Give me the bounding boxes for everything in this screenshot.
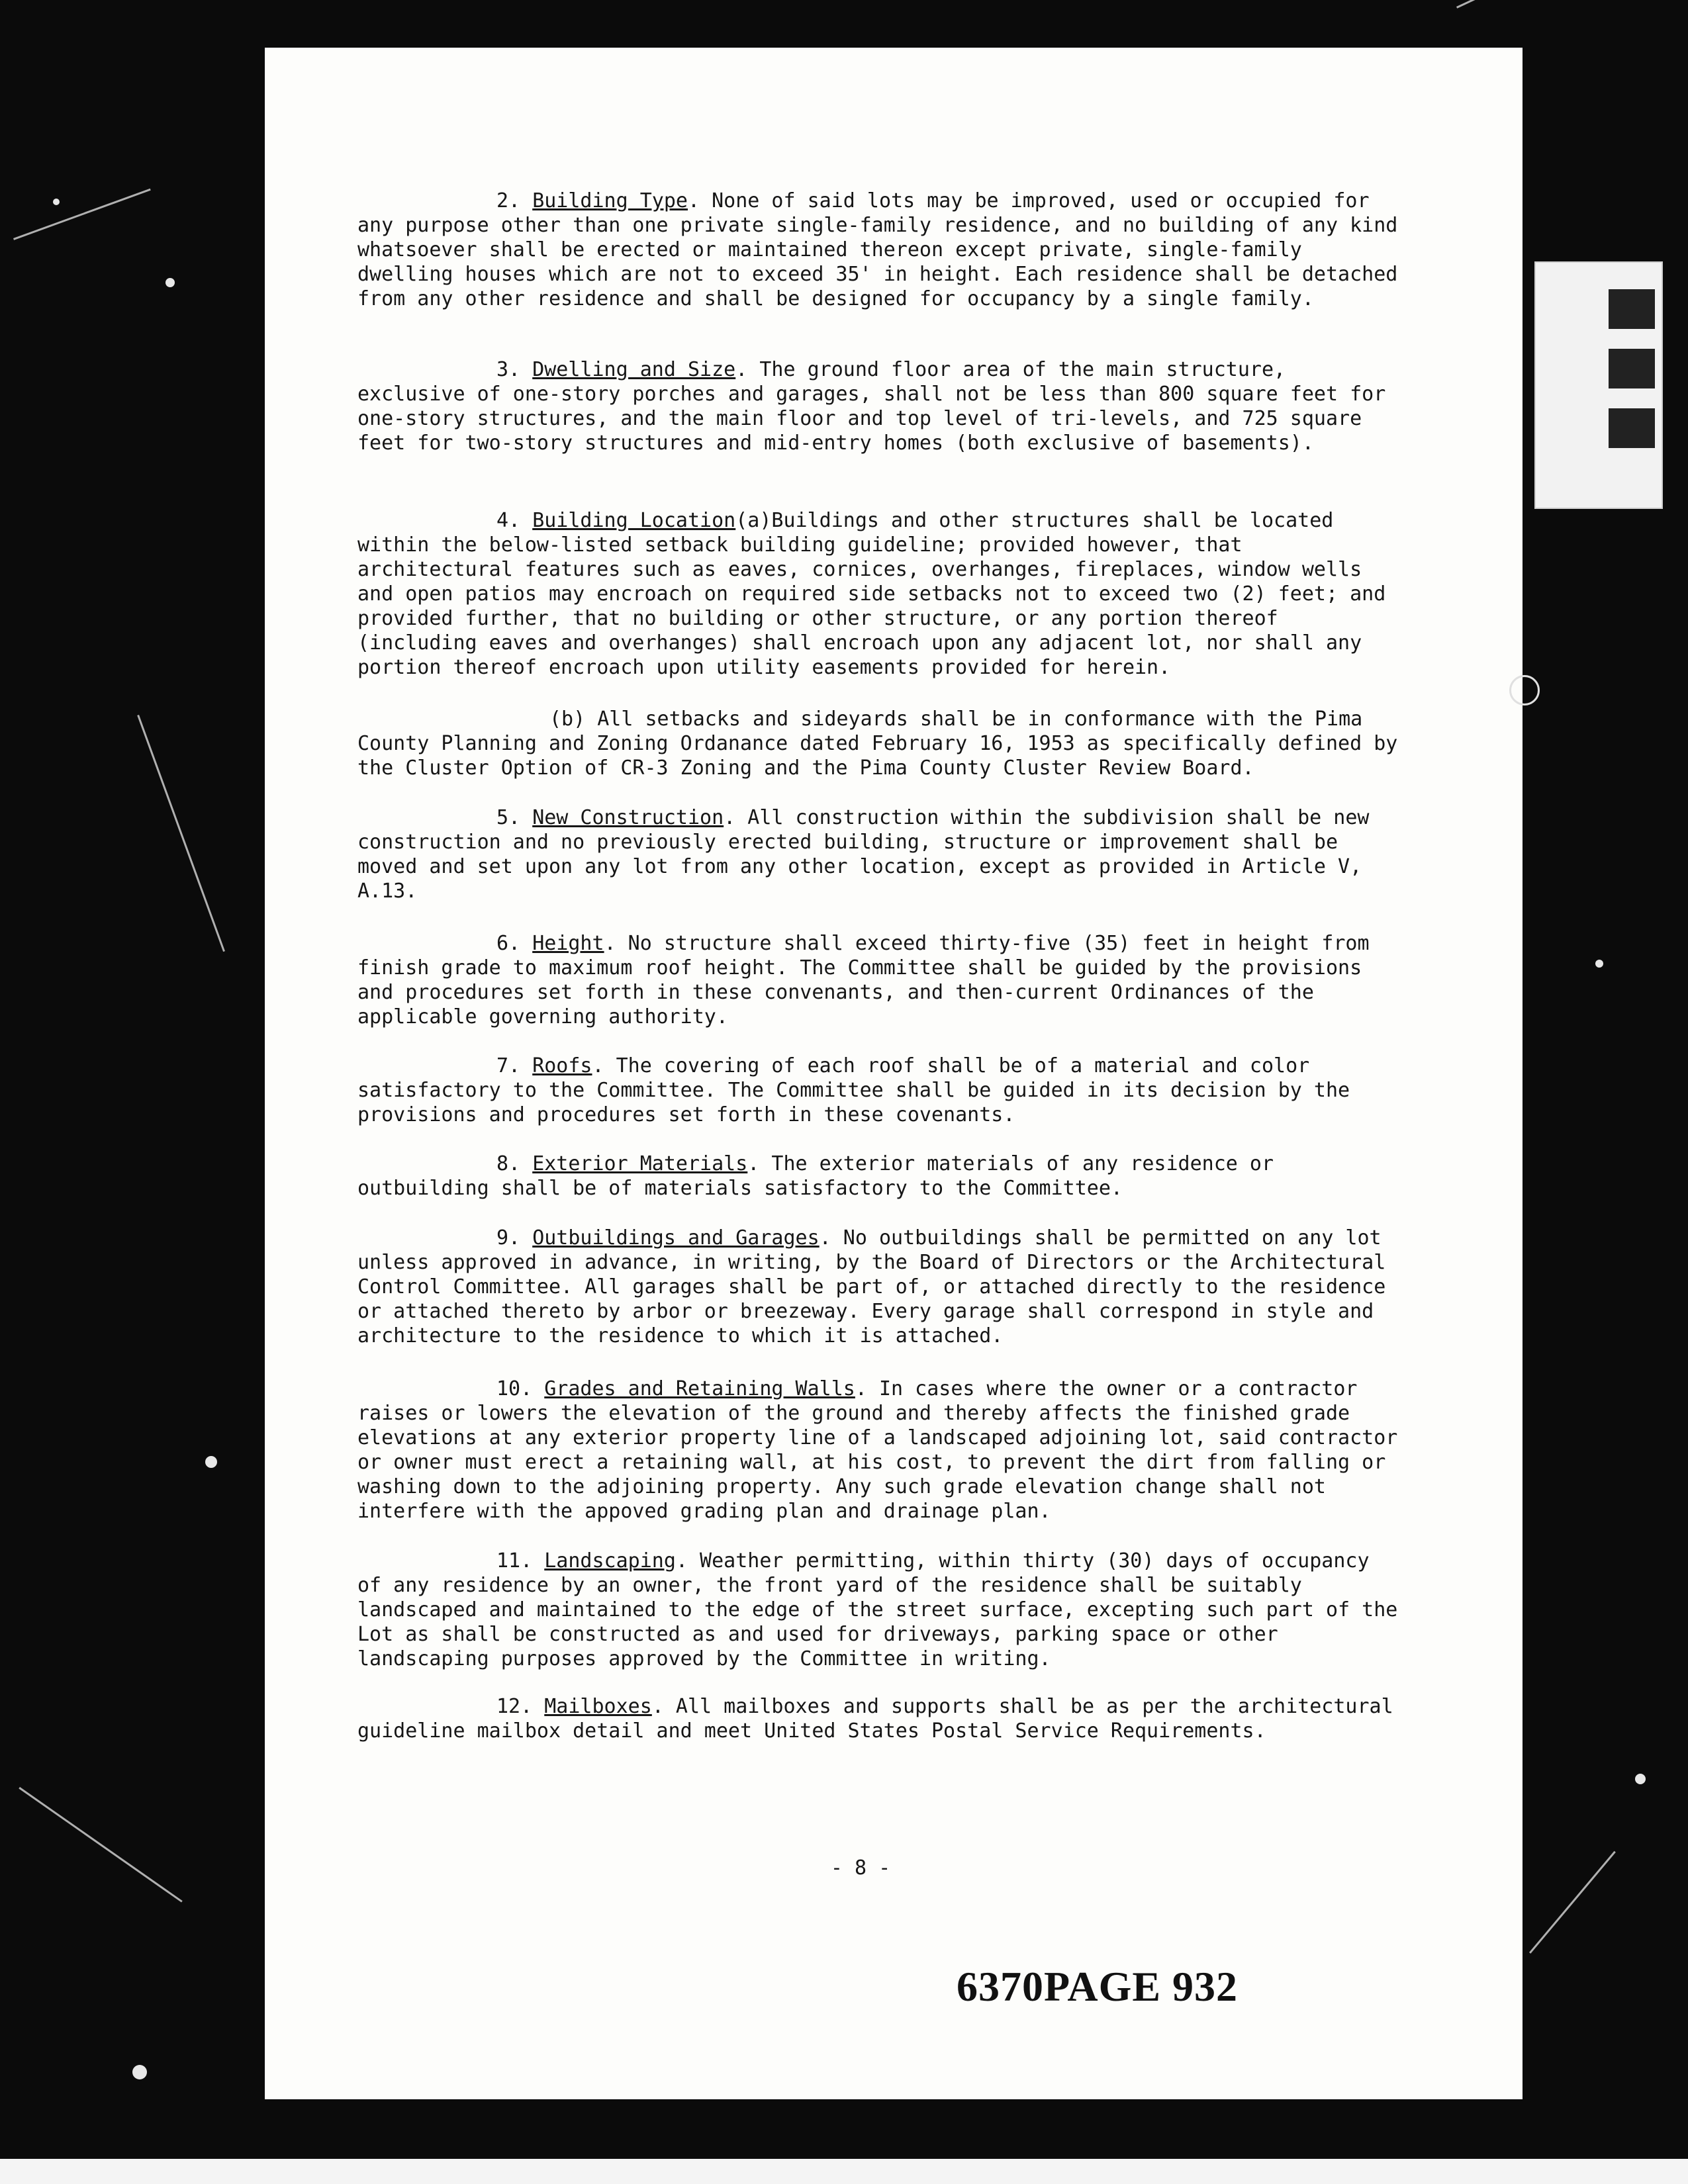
paragraph-text: . No structure shall exceed thirty-five (35) feet in height from finish grade to maximum roof height. The Committee shall be guided by the provisions and procedures set forth in these convenants, and then-current Ordinances of the applicable governing authority. — [357, 932, 1370, 1028]
paragraph-heading: New Construction — [532, 806, 724, 829]
paragraph-number: 5. — [496, 806, 521, 829]
scan-speck — [205, 1456, 217, 1468]
paragraph-number: (b) — [549, 707, 586, 731]
tab-mark — [1609, 408, 1655, 448]
paragraph-heading: Grades and Retaining Walls — [544, 1377, 855, 1400]
scan-scratch — [1529, 1851, 1616, 1954]
paragraph-heading: Dwelling and Size — [532, 358, 736, 381]
paragraph-number: 6. — [496, 932, 521, 955]
paragraph-text: . The covering of each roof shall be of a material and color satisfactory to the Committee. The Committee shall be guided in its decision by the provisions and procedures set forth in these covenants. — [357, 1054, 1350, 1126]
paragraph-number: 7. — [496, 1054, 521, 1077]
paragraph-mailboxes — [357, 1694, 1403, 1743]
paragraph-number: 4. — [496, 509, 521, 532]
paragraph-text: . The ground floor area of the main structure, exclusive of one-story porches and garages, shall not be less than 800 square feet for one-story structures, and the main floor and top level of tri-levels, and 725 square feet for two-story structures and mid-entry homes (both exclusive of basements). — [357, 358, 1386, 455]
paragraph-number: 10. — [496, 1377, 533, 1400]
paragraph-number: 2. — [496, 189, 521, 212]
paragraph-text: (a)Buildings and other structures shall be located within the below-listed setback building guideline; provided however, that architectural features such as eaves, cornices, overhanges, fireplaces, window wells and open patios may encroach on required side setbacks not to exceed two (2) feet; and provided further, that no building or other structure, or any portion thereof (including eaves and overhanges) shall encroach upon any adjacent lot, nor shall any portion thereof encroach upon utility easements provided for herein. — [357, 509, 1386, 679]
paragraph-outbuildings — [357, 1226, 1403, 1348]
paragraph-text: . All mailboxes and supports shall be as per the architectural guideline mailbox detail and meet United States Postal Service Requirements. — [357, 1695, 1393, 1743]
paragraph-setbacks — [357, 707, 1403, 780]
scan-speck — [1635, 1774, 1646, 1784]
scan-scratch — [19, 1787, 182, 1903]
scan-scratch — [137, 715, 225, 952]
paragraph-building-type — [357, 189, 1403, 311]
paragraph-text: . Weather permitting, within thirty (30) days of occupancy of any residence by an owner, the front yard of the residence shall be suitably landscaped and maintained to the edge of the street surface, excepting such part of the Lot as shall be constructed as and used for driveways, parking space or other landscaping purposes approved by the Committee in writing. — [357, 1549, 1398, 1670]
paragraph-heading: Height — [532, 932, 604, 955]
paragraph-exterior-materials — [357, 1152, 1403, 1201]
scan-speck — [1595, 960, 1603, 968]
scan-speck — [53, 199, 60, 205]
paragraph-heading: Exterior Materials — [532, 1152, 748, 1175]
scan-scratch — [13, 189, 151, 240]
scan-speck — [165, 278, 175, 287]
paragraph-grades-walls — [357, 1377, 1403, 1524]
scan-speck — [1509, 675, 1540, 705]
paragraph-text: . In cases where the owner or a contractor raises or lowers the elevation of the ground and thereby affects the finished grade elevations at any exterior property line of a landscaped adjoining lot, said contractor or owner must erect a retaining wall, at his cost, to prevent the dirt from falling or washing down to the adjoining property. Any such grade elevation change shall not interfere with the appoved grading plan and drainage plan. — [357, 1377, 1398, 1523]
paragraph-heading: Mailboxes — [544, 1695, 652, 1718]
scan-bottom-edge — [0, 2159, 1688, 2184]
scan-speck — [132, 2065, 147, 2079]
scan-scratch — [1456, 0, 1637, 9]
paragraph-text: . The exterior materials of any residence or outbuilding shall be of materials satisfactory to the Committee. — [357, 1152, 1274, 1200]
paragraph-landscaping — [357, 1549, 1403, 1671]
paragraph-number: 9. — [496, 1226, 521, 1250]
paragraph-number: 8. — [496, 1152, 521, 1175]
paragraph-number: 12. — [496, 1695, 533, 1718]
paragraph-text: . None of said lots may be improved, used or occupied for any purpose other than one private single-family residence, and no building of any kind whatsoever shall be erected or maintained thereon except private, single-family dwelling houses which are not to exceed 35' in height. Each residence shall be detached from any other residence and shall be designed for occupancy by a single family. — [357, 189, 1398, 310]
paragraph-new-construction — [357, 805, 1403, 903]
paragraph-text: . No outbuildings shall be permitted on any lot unless approved in advance, in writing, by the Board of Directors or the Architectural Control Committee. All garages shall be part of, or attached directly to the residence or attached thereto by arbor or breezeway. Every garage shall correspond in style and architecture to the residence to which it is attached. — [357, 1226, 1386, 1347]
paragraph-number: 11. — [496, 1549, 533, 1572]
tab-mark — [1609, 349, 1655, 388]
page-number: - 8 - — [830, 1856, 891, 1880]
paragraph-heading: Outbuildings and Garages — [532, 1226, 820, 1250]
paragraph-heading: Building Type — [532, 189, 688, 212]
paragraph-heading: Landscaping — [544, 1549, 676, 1572]
paragraph-height — [357, 931, 1403, 1029]
book-page-stamp: 6370PAGE 932 — [957, 1963, 1239, 2010]
tab-mark — [1609, 289, 1655, 329]
paragraph-roofs — [357, 1054, 1403, 1127]
paragraph-text: . All construction within the subdivision shall be new construction and no previously erected building, structure or improvement shall be moved and set upon any lot from any other location, except as provided in Article V, A.13. — [357, 806, 1370, 903]
index-tab — [1534, 261, 1663, 509]
paragraph-text: All setbacks and sideyards shall be in conformance with the Pima County Planning and Zoning Ordanance dated February 16, 1953 as specifically defined by the Cluster Option of CR-3 Zoning and the Pima County Cluster Review Board. — [357, 707, 1398, 780]
paragraph-dwelling-size — [357, 357, 1403, 455]
paragraph-number: 3. — [496, 358, 521, 381]
paragraph-heading: Roofs — [532, 1054, 592, 1077]
paragraph-building-location — [357, 508, 1403, 680]
paragraph-heading: Building Location — [532, 509, 736, 532]
